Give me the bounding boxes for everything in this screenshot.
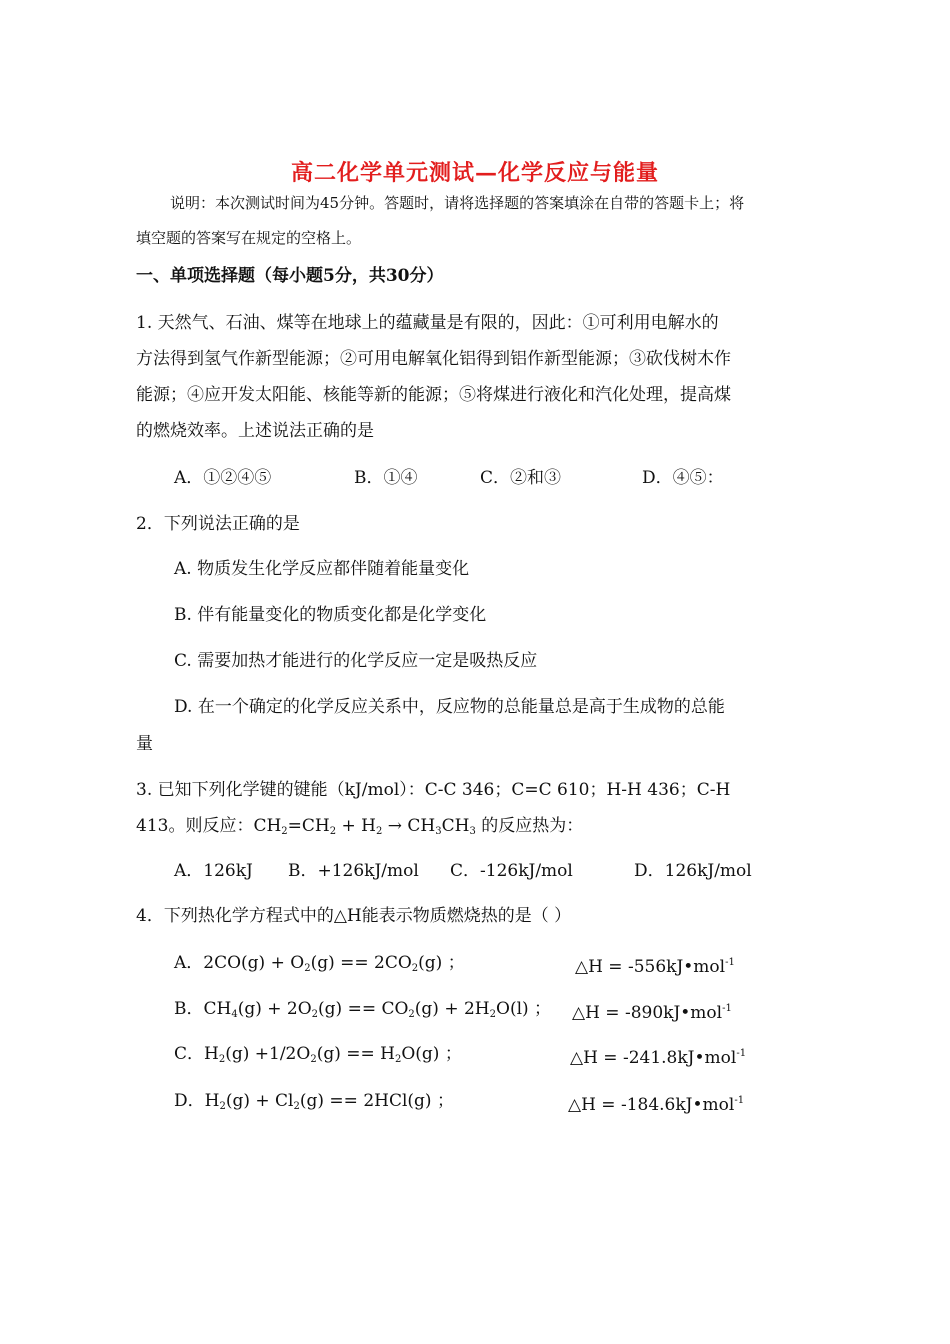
q4-c-text: (g) +1/2O [225,1044,311,1064]
q3-text-d: → CH [382,816,436,836]
q3-stem-line-1: 3. 已知下列化学键的键能（kJ/mol）：C-C 346；C=C 610；H-H 436；C-H [136,780,731,800]
intro-line-2: 填空题的答案写在规定的空格上。 [136,229,362,247]
q4-b-text: O(l) ； [496,999,552,1019]
q4-b-text: (g) == CO [318,999,409,1019]
q4-option-d-equation [174,1090,454,1118]
q2-stem: 2．下列说法正确的是 [136,514,300,534]
q1-stem-line-1: 1. 天然气、石油、煤等在地球上的蕴藏量是有限的，因此：①可利用电解水的 [136,313,719,333]
q4-d-exp: -1 [734,1095,745,1106]
q1-stem-line-3: 能源；④应开发太阳能、核能等新的能源；⑤将煤进行液化和汽化处理，提高煤 [136,385,731,405]
q3-text-b: =CH [287,816,330,836]
q2-option-d-line-2: 量 [136,734,153,754]
q4-option-c-enthalpy [570,1043,746,1069]
q4-c-sub: 2 [394,1054,402,1065]
q1-stem-line-2: 方法得到氢气作新型能源；②可用电解氧化铝得到铝作新型能源；③砍伐树木作 [136,349,731,369]
q4-c-text: O(g) ； [401,1044,462,1064]
q3-option-a: A．126kJ [174,861,253,881]
q2-option-c: C. 需要加热才能进行的化学反应一定是吸热反应 [174,651,538,671]
q4-c-text: (g) == H [316,1044,395,1064]
q3-sub: 3 [469,826,476,837]
q4-option-b-equation [174,998,551,1026]
q3-sub: 2 [281,826,288,837]
q4-c-exp: -1 [736,1048,747,1059]
q3-text-a: 413。则反应：CH [136,816,282,836]
q3-text-e: CH [441,816,470,836]
q1-option-a: A．①②④⑤ [174,468,272,488]
q4-a-text: (g) ； [418,953,465,973]
q2-option-b: B. 伴有能量变化的物质变化都是化学变化 [174,605,487,625]
q1-option-c: C．②和③ [480,468,562,488]
intro-line-1: 说明：本次测试时间为45分钟。答题时，请将选择题的答案填涂在自带的答题卡上；将 [170,194,745,212]
q3-option-c: C．-126kJ/mol [450,861,573,881]
q1-option-d: D．④⑤： [642,468,724,488]
q4-a-text: A．2CO(g) + O [174,953,305,973]
q4-b-text: B．CH [174,999,232,1019]
q4-b-text: (g) + 2H [414,999,490,1019]
q3-stem-line-2 [136,815,583,843]
q4-d-text: (g) == 2HCl(g) ； [299,1091,454,1111]
page-title: 高二化学单元测试—化学反应与能量 [290,160,659,186]
q4-a-exp: -1 [725,957,735,968]
q4-c-dh: △H = -241.8kJ•mol [570,1048,737,1068]
q3-sub: 3 [435,826,442,837]
q4-d-text: (g) + Cl [225,1091,294,1111]
q4-a-sub: 2 [411,963,419,974]
q4-d-text: D．H [174,1091,220,1111]
q4-a-text: (g) == 2CO [310,953,412,973]
q4-stem: 4．下列热化学方程式中的△H能表示物质燃烧热的是（ ） [136,906,572,926]
q3-sub: 2 [329,826,337,837]
q4-b-exp: -1 [722,1003,732,1014]
q4-d-sub: 2 [219,1101,226,1112]
q4-c-sub: 2 [310,1054,317,1065]
q1-option-b: B．①④ [354,468,418,488]
q3-option-d: D．126kJ/mol [634,861,752,881]
q2-option-a: A. 物质发生化学反应都伴随着能量变化 [174,559,470,579]
q4-option-a-equation [174,952,465,980]
q4-b-sub: 4 [231,1009,238,1020]
q4-b-dh: △H = -890kJ•mol [572,1003,723,1023]
q4-a-sub: 2 [304,963,311,974]
q4-b-text: (g) + 2O [237,999,312,1019]
q2-option-d-line-1: D. 在一个确定的化学反应关系中，反应物的总能量总是高于生成物的总能 [174,697,725,717]
q4-c-text: C．H [174,1044,219,1064]
q4-option-a-enthalpy [575,952,735,978]
q4-c-sub: 2 [218,1054,226,1065]
q3-text-c: + H [336,816,376,836]
q4-a-dh: △H = -556kJ•mol [575,957,726,977]
q4-b-sub: 2 [489,1009,497,1020]
q3-option-b: B．+126kJ/mol [288,861,419,881]
q3-sub: 2 [376,826,383,837]
q1-stem-line-4: 的燃烧效率。上述说法正确的是 [136,421,374,441]
section-heading: 一、单项选择题（每小题5分，共30分） [136,266,444,286]
q4-option-d-enthalpy [568,1090,744,1116]
q4-option-b-enthalpy [572,998,732,1024]
q4-b-sub: 2 [311,1009,319,1020]
q4-d-sub: 2 [293,1101,300,1112]
q4-d-dh: △H = -184.6kJ•mol [568,1095,735,1115]
q4-b-sub: 2 [408,1009,415,1020]
q3-text-f: 的反应热为： [475,816,584,836]
q4-option-c-equation [174,1043,462,1071]
